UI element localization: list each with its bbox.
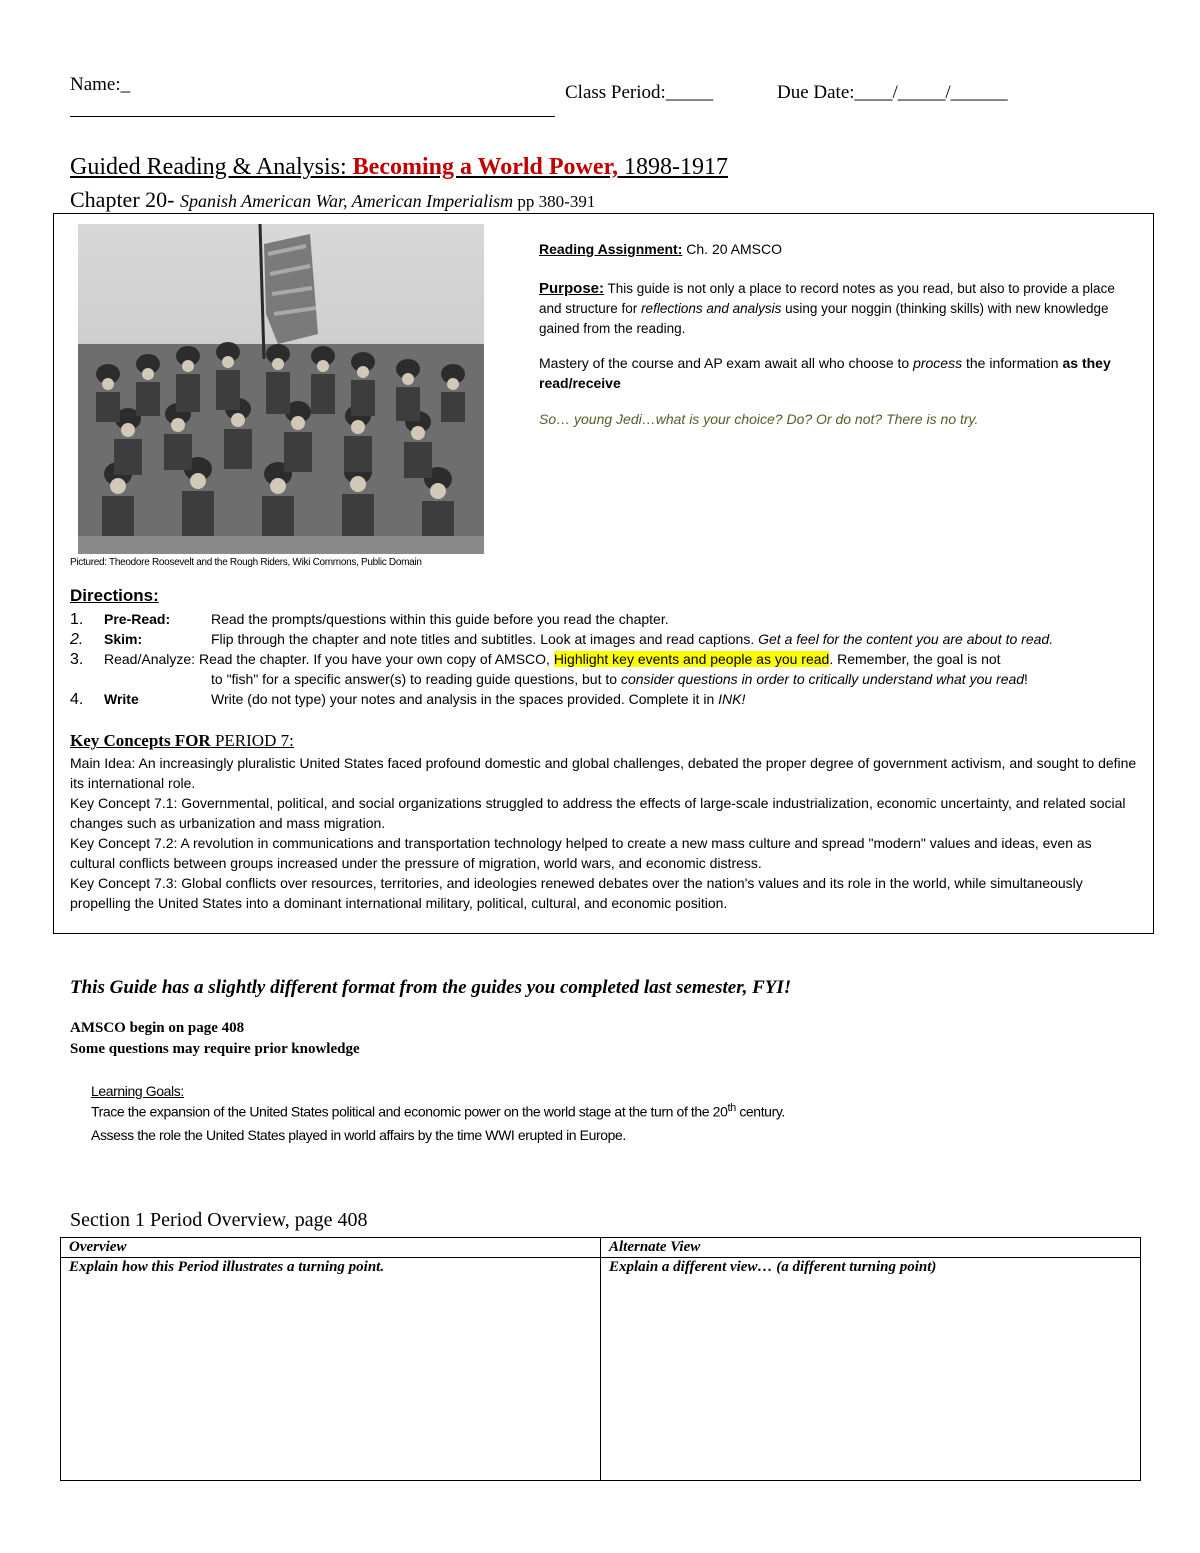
directions-heading: Directions: xyxy=(70,586,159,605)
overview-prompt: Explain how this Period illustrates a turning point. xyxy=(69,1259,385,1275)
class-period-field[interactable]: Class Period:_____ xyxy=(565,82,714,103)
title-prefix: Guided Reading & Analysis: xyxy=(70,154,353,180)
title-years: 1898-1917 xyxy=(617,154,728,180)
direction-label: Pre-Read: xyxy=(104,611,171,627)
alternate-view-header: Alternate View xyxy=(601,1238,1141,1258)
page-title xyxy=(70,154,728,181)
chapter-heading xyxy=(70,187,595,213)
key-concepts-heading-b: PERIOD 7: xyxy=(210,731,294,750)
name-line[interactable] xyxy=(70,116,555,117)
learning-goal-1-b: century. xyxy=(735,1103,785,1120)
direction-item-3 xyxy=(70,651,1001,669)
direction-text-em: INK! xyxy=(718,691,746,707)
direction-text: Read the prompts/questions within this guide before you read the chapter. xyxy=(211,611,669,627)
learning-goal-1-sup: th xyxy=(727,1102,736,1114)
reading-assignment xyxy=(539,241,782,257)
direction-text: Read the chapter. If you have your own copy of AMSCO, xyxy=(195,651,554,667)
chapter-subtitle: Spanish American War, American Imperialism xyxy=(179,191,514,211)
direction-label: Skim: xyxy=(104,631,143,647)
title-highlight: Becoming a World Power, xyxy=(352,154,618,180)
direction-line2-em: consider questions in order to critically understand what you read xyxy=(620,671,1025,687)
period-overview-table xyxy=(60,1237,1141,1481)
photo-caption: Pictured: Theodore Roosevelt and the Rough Riders, Wiki Commons, Public Domain xyxy=(70,557,422,568)
learning-goals-heading: Learning Goals: xyxy=(91,1083,184,1099)
chapter-label: Chapter 20 xyxy=(70,187,168,212)
direction-line2-a: to "fish" for a specific answer(s) to reading guide questions, but to xyxy=(211,671,621,687)
key-concept-7-3: Key Concept 7.3: Global conflicts over resources, territories, and ideologies renewed debates over the nation's values and its role in the world, while simultaneously propelling the United States into a dominant international military, political, cultural, and economic position. xyxy=(70,875,1083,911)
key-concepts-heading xyxy=(70,731,294,751)
direction-line2-end: ! xyxy=(1024,671,1028,687)
mastery-text-a: Mastery of the course and AP exam await all who choose to xyxy=(539,355,914,371)
section-1-title: Section 1 Period Overview, page 408 xyxy=(70,1209,368,1231)
direction-num: 2. xyxy=(70,631,84,648)
direction-text-em: Get a feel for the content you are about to read. xyxy=(758,631,1054,647)
rough-riders-photo xyxy=(78,224,484,554)
mastery-paragraph xyxy=(539,353,1124,393)
table-header-row xyxy=(61,1238,1141,1258)
chapter-dash: - xyxy=(167,187,180,212)
purpose-text-em: reflections and analysis xyxy=(641,301,782,316)
format-note: This Guide has a slightly different format from the guides you completed last semester, FYI! xyxy=(70,977,792,998)
direction-item-2 xyxy=(70,631,1053,649)
reading-assignment-label: Reading Assignment: xyxy=(539,241,683,257)
key-concepts-heading-a: Key Concepts FOR xyxy=(70,731,211,750)
purpose-label: Purpose: xyxy=(539,280,605,297)
mastery-text-bold: as they read/receive xyxy=(539,355,1111,391)
direction-text: Write (do not type) your notes and analysis in the spaces provided. Complete it in xyxy=(211,691,719,707)
name-label: Name:_ xyxy=(70,74,131,95)
overview-header: Overview xyxy=(61,1238,601,1258)
direction-label: Read/Analyze: xyxy=(104,651,196,667)
direction-num: 4. xyxy=(70,691,84,708)
purpose-text-a: This guide is not only a place to record notes as you read, but also to provide a place and structure for xyxy=(539,281,1115,316)
key-concept-main-idea: Main Idea: An increasingly pluralistic United States faced profound domestic and global challenges, debated the proper degree of government activism, and sought to define its international role. xyxy=(70,755,1137,791)
direction-item-4 xyxy=(70,691,745,709)
learning-goal-2: Assess the role the United States played in world affairs by the time WWI erupted in Europe. xyxy=(91,1127,626,1143)
amsco-begin-note: AMSCO begin on page 408 xyxy=(70,1020,245,1036)
learning-goal-1 xyxy=(91,1102,785,1120)
key-concept-7-2: Key Concept 7.2: A revolution in communications and transportation technology helped to create a new mass culture and spread "modern" values and ideas, even as cultural conflicts between groups increased under the pressure of migration, world wars, and economic distress. xyxy=(70,835,1092,871)
direction-item-3-line-2 xyxy=(211,671,1028,687)
direction-label: Write xyxy=(104,691,139,707)
alternate-view-prompt: Explain a different view… (a different turning point) xyxy=(609,1259,937,1275)
chapter-pages: pp 380-391 xyxy=(513,192,596,211)
alternate-view-answer-cell[interactable] xyxy=(601,1258,1141,1481)
direction-item-1 xyxy=(70,611,669,629)
overview-answer-cell[interactable] xyxy=(61,1258,601,1481)
reading-assignment-value: Ch. 20 AMSCO xyxy=(682,241,782,257)
direction-text: Flip through the chapter and note titles and subtitles. Look at images and read captions. xyxy=(211,631,759,647)
purpose-paragraph xyxy=(539,279,1119,339)
direction-num: 3. xyxy=(70,651,84,668)
direction-text-after: . Remember, the goal is not xyxy=(829,651,1001,667)
prior-knowledge-note: Some questions may require prior knowledge xyxy=(70,1041,360,1057)
mastery-text-em: process xyxy=(913,355,963,371)
direction-highlight: Highlight key events and people as you read xyxy=(553,651,830,667)
learning-goal-1-a: Trace the expansion of the United States political and economic power on the world stage at the turn of the 20 xyxy=(91,1103,728,1120)
jedi-quote: So… young Jedi…what is your choice? Do? Or do not? There is no try. xyxy=(539,411,979,427)
purpose-text-b: using your noggin (thinking skills) with new knowledge gained from the reading. xyxy=(539,301,1109,336)
mastery-text-b: the information xyxy=(962,355,1063,371)
photo-illustration xyxy=(78,224,484,554)
due-date-field[interactable]: Due Date:____/_____/______ xyxy=(777,82,1008,103)
direction-num: 1. xyxy=(70,611,84,628)
key-concept-7-1: Key Concept 7.1: Governmental, political, and social organizations struggled to address the effects of large-scale industrialization, economic uncertainty, and related social changes such as urbanization and mass migration. xyxy=(70,795,1126,831)
table-row xyxy=(61,1258,1141,1481)
